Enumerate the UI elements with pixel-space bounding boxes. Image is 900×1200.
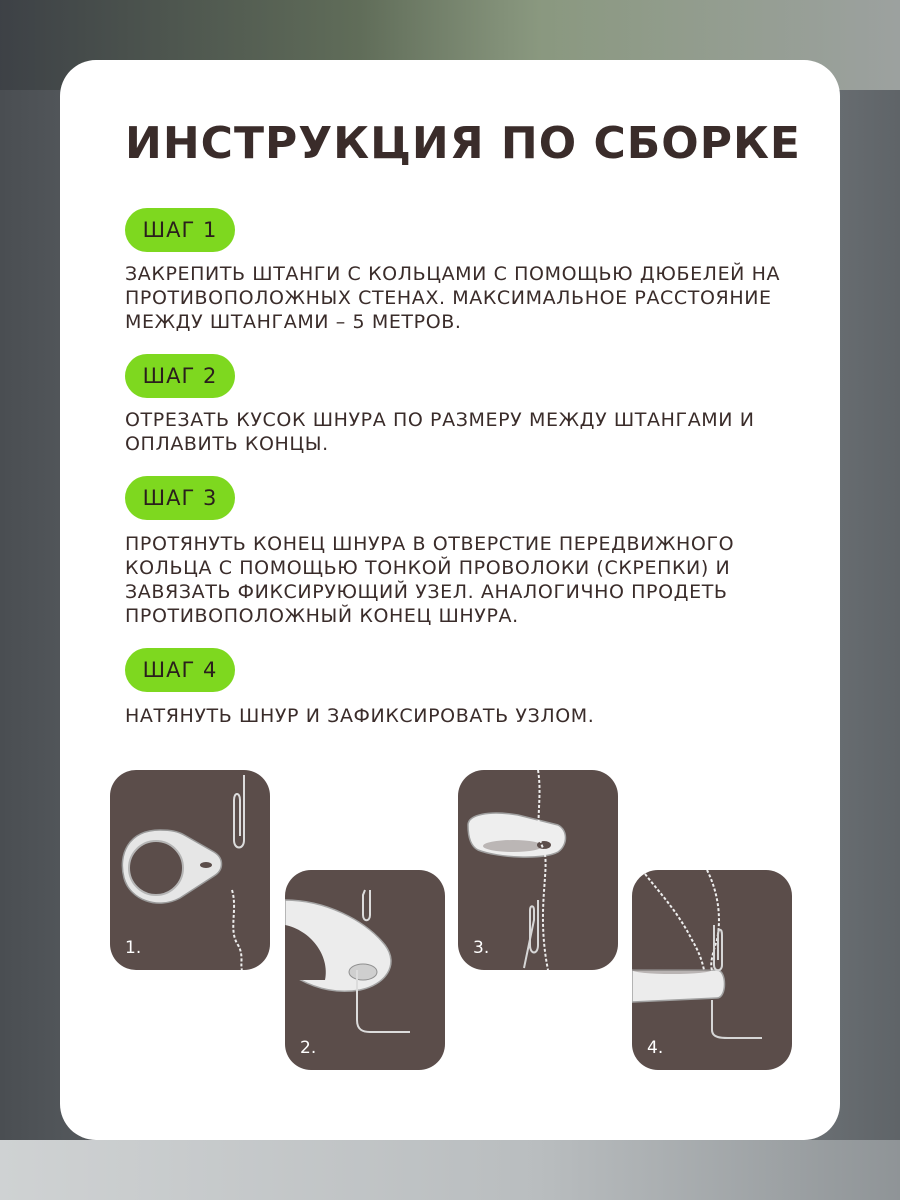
step-3-text: ПРОТЯНУТЬ КОНЕЦ ШНУРА В ОТВЕРСТИЕ ПЕРЕДВИЖНОГО КОЛЬЦА С ПОМОЩЬЮ ТОНКОЙ ПРОВОЛОКИ (СКРЕПКИ) И ЗАВЯЗАТЬ ФИКСИРУЮЩИЙ УЗЕЛ. АНАЛОГИЧНО ПРОДЕТЬ ПРОТИВОПОЛОЖНЫЙ КОНЕЦ ШНУРА. <box>125 533 735 627</box>
background-bottom <box>0 1140 900 1200</box>
page-title: ИНСТРУКЦИЯ ПО СБОРКЕ <box>125 118 801 169</box>
illustration-1 <box>110 770 270 970</box>
step-4-badge: ШАГ 4 <box>125 648 235 692</box>
illustration-4 <box>632 870 792 1070</box>
step-3-badge: ШАГ 3 <box>125 476 235 520</box>
illustration-4-number: 4. <box>647 1038 664 1058</box>
step-1-badge: ШАГ 1 <box>125 208 235 252</box>
step-1-text: ЗАКРЕПИТЬ ШТАНГИ С КОЛЬЦАМИ С ПОМОЩЬЮ ДЮБЕЛЕЙ НА ПРОТИВОПОЛОЖНЫХ СТЕНАХ. МАКСИМАЛЬНОЕ РАССТОЯНИЕ МЕЖДУ ШТАНГАМИ – 5 МЕТРОВ. <box>125 263 781 333</box>
step-4-text: НАТЯНУТЬ ШНУР И ЗАФИКСИРОВАТЬ УЗЛОМ. <box>125 705 595 727</box>
illustration-2-number: 2. <box>300 1038 317 1058</box>
illustration-3-number: 3. <box>473 938 490 958</box>
step-2-badge: ШАГ 2 <box>125 354 235 398</box>
illustration-1-number: 1. <box>125 938 142 958</box>
instruction-card <box>60 60 840 1140</box>
illustration-3 <box>458 770 618 970</box>
step-2-text: ОТРЕЗАТЬ КУСОК ШНУРА ПО РАЗМЕРУ МЕЖДУ ШТАНГАМИ И ОПЛАВИТЬ КОНЦЫ. <box>125 409 755 455</box>
illustration-2 <box>285 870 445 1070</box>
